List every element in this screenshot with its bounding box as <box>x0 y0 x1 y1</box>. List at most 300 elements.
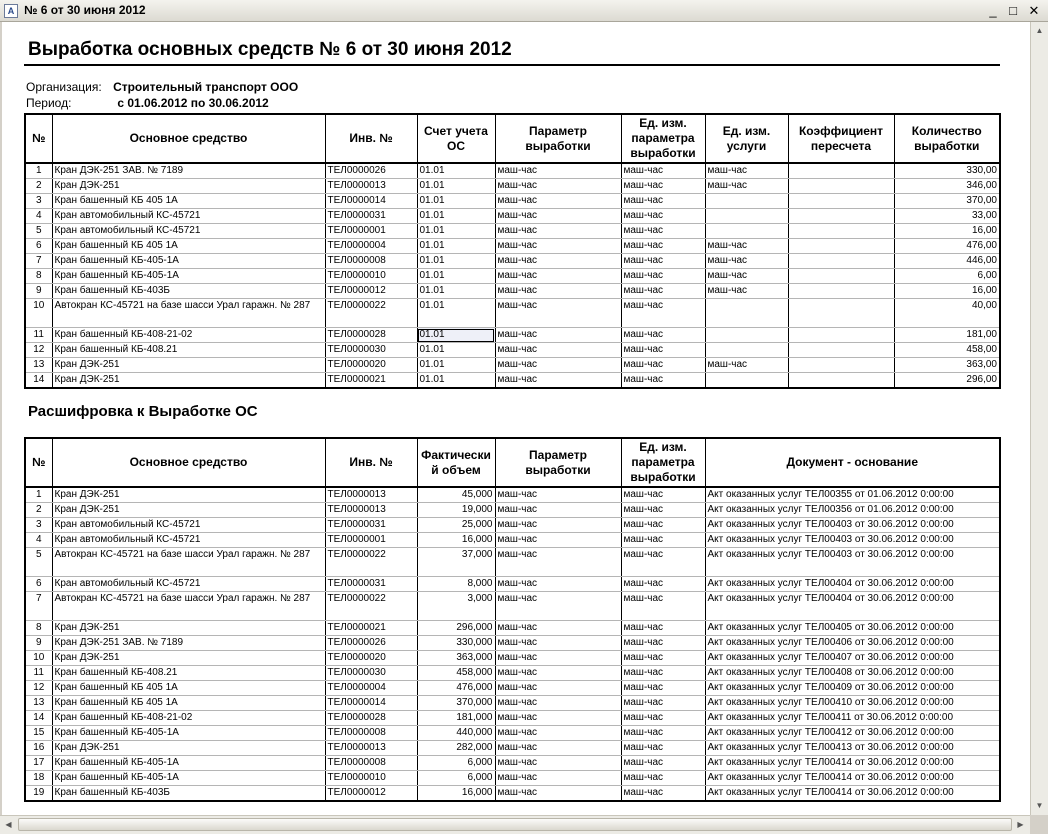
cell-asset[interactable]: Автокран КС-45721 на базе шасси Урал гаражн. № 287 <box>52 299 325 328</box>
cell-inv[interactable]: ТЕЛ0000021 <box>325 373 417 389</box>
row-number[interactable]: 8 <box>25 621 52 636</box>
row-number[interactable]: 6 <box>25 577 52 592</box>
table-row[interactable] <box>25 194 1000 209</box>
cell-inv[interactable]: ТЕЛ0000020 <box>325 651 417 666</box>
row-number[interactable]: 1 <box>25 163 52 179</box>
cell-asset[interactable]: Кран башенный КБ-405-1А <box>52 269 325 284</box>
cell-inv[interactable]: ТЕЛ0000021 <box>325 621 417 636</box>
cell-asset[interactable]: Кран автомобильный КС-45721 <box>52 518 325 533</box>
cell-service-unit[interactable]: маш-час <box>705 254 788 269</box>
cell-unit[interactable]: маш-час <box>621 756 705 771</box>
row-number[interactable]: 10 <box>25 299 52 328</box>
cell-unit[interactable]: маш-час <box>621 771 705 786</box>
cell-inv[interactable]: ТЕЛ0000031 <box>325 209 417 224</box>
row-number[interactable]: 4 <box>25 533 52 548</box>
scroll-left-icon[interactable]: ◀ <box>5 820 12 829</box>
cell-param[interactable]: маш-час <box>495 239 621 254</box>
cell-asset[interactable]: Кран ДЭК-251 <box>52 373 325 389</box>
cell-asset[interactable]: Кран ДЭК-251 <box>52 358 325 373</box>
cell-actual-volume[interactable]: 45,000 <box>417 487 495 503</box>
cell-actual-volume[interactable]: 282,000 <box>417 741 495 756</box>
cell-account[interactable]: 01.01 <box>417 358 495 373</box>
row-number[interactable]: 11 <box>25 666 52 681</box>
cell-service-unit[interactable]: маш-час <box>705 163 788 179</box>
cell-service-unit[interactable] <box>705 194 788 209</box>
cell-unit[interactable]: маш-час <box>621 487 705 503</box>
table-row[interactable] <box>25 254 1000 269</box>
cell-actual-volume[interactable]: 3,000 <box>417 592 495 621</box>
cell-param[interactable]: маш-час <box>495 577 621 592</box>
cell-account[interactable]: 01.01 <box>417 269 495 284</box>
cell-param[interactable]: маш-час <box>495 503 621 518</box>
cell-param[interactable]: маш-час <box>495 518 621 533</box>
cell-param[interactable]: маш-час <box>495 269 621 284</box>
cell-asset[interactable]: Кран башенный КБ-403Б <box>52 786 325 802</box>
cell-inv[interactable]: ТЕЛ0000026 <box>325 636 417 651</box>
cell-param[interactable]: маш-час <box>495 224 621 239</box>
table-row[interactable] <box>25 518 1000 533</box>
cell-coef[interactable] <box>788 284 894 299</box>
cell-inv[interactable]: ТЕЛ0000013 <box>325 503 417 518</box>
cell-param[interactable]: маш-час <box>495 179 621 194</box>
table-row[interactable] <box>25 487 1000 503</box>
table-row[interactable] <box>25 503 1000 518</box>
cell-qty[interactable]: 296,00 <box>894 373 1000 389</box>
row-number[interactable]: 2 <box>25 179 52 194</box>
scroll-right-icon[interactable]: ▶ <box>1017 820 1024 829</box>
cell-inv[interactable]: ТЕЛ0000022 <box>325 592 417 621</box>
cell-inv[interactable]: ТЕЛ0000026 <box>325 163 417 179</box>
cell-asset[interactable]: Кран башенный КБ 405 1А <box>52 194 325 209</box>
table-row[interactable] <box>25 533 1000 548</box>
table-row[interactable] <box>25 358 1000 373</box>
cell-qty[interactable]: 330,00 <box>894 163 1000 179</box>
table-row[interactable] <box>25 239 1000 254</box>
cell-qty[interactable]: 16,00 <box>894 224 1000 239</box>
cell-inv[interactable]: ТЕЛ0000028 <box>325 328 417 343</box>
cell-service-unit[interactable]: маш-час <box>705 239 788 254</box>
row-number[interactable]: 5 <box>25 548 52 577</box>
cell-param[interactable]: маш-час <box>495 299 621 328</box>
cell-qty[interactable]: 33,00 <box>894 209 1000 224</box>
cell-unit[interactable]: маш-час <box>621 696 705 711</box>
cell-inv[interactable]: ТЕЛ0000022 <box>325 299 417 328</box>
cell-inv[interactable]: ТЕЛ0000028 <box>325 711 417 726</box>
cell-document[interactable]: Акт оказанных услуг ТЕЛ00412 от 30.06.2012 0:00:00 <box>705 726 1000 741</box>
cell-asset[interactable]: Кран ДЭК-251 <box>52 179 325 194</box>
cell-document[interactable]: Акт оказанных услуг ТЕЛ00414 от 30.06.2012 0:00:00 <box>705 756 1000 771</box>
cell-param[interactable]: маш-час <box>495 756 621 771</box>
cell-coef[interactable] <box>788 328 894 343</box>
cell-document[interactable]: Акт оказанных услуг ТЕЛ00408 от 30.06.2012 0:00:00 <box>705 666 1000 681</box>
cell-inv[interactable]: ТЕЛ0000012 <box>325 284 417 299</box>
cell-account[interactable]: 01.01 <box>417 163 495 179</box>
table-row[interactable] <box>25 224 1000 239</box>
cell-inv[interactable]: ТЕЛ0000004 <box>325 239 417 254</box>
cell-asset[interactable]: Кран ДЭК-251 <box>52 487 325 503</box>
cell-param[interactable]: маш-час <box>495 254 621 269</box>
cell-asset[interactable]: Кран ДЭК-251 <box>52 503 325 518</box>
cell-param[interactable]: маш-час <box>495 621 621 636</box>
cell-document[interactable]: Акт оказанных услуг ТЕЛ00410 от 30.06.2012 0:00:00 <box>705 696 1000 711</box>
cell-inv[interactable]: ТЕЛ0000010 <box>325 771 417 786</box>
table-row[interactable] <box>25 651 1000 666</box>
cell-unit[interactable]: маш-час <box>621 163 705 179</box>
row-number[interactable]: 2 <box>25 503 52 518</box>
cell-service-unit[interactable] <box>705 209 788 224</box>
scroll-up-icon[interactable]: ▲ <box>1035 26 1044 35</box>
row-number[interactable]: 16 <box>25 741 52 756</box>
cell-asset[interactable]: Кран башенный КБ 405 1А <box>52 239 325 254</box>
cell-asset[interactable]: Кран ДЭК-251 <box>52 651 325 666</box>
row-number[interactable]: 15 <box>25 726 52 741</box>
cell-account[interactable]: 01.01 <box>417 254 495 269</box>
cell-param[interactable]: маш-час <box>495 328 621 343</box>
cell-inv[interactable]: ТЕЛ0000004 <box>325 681 417 696</box>
cell-unit[interactable]: маш-час <box>621 503 705 518</box>
cell-actual-volume[interactable]: 370,000 <box>417 696 495 711</box>
cell-qty[interactable]: 446,00 <box>894 254 1000 269</box>
cell-account[interactable]: 01.01 <box>417 373 495 389</box>
cell-param[interactable]: маш-час <box>495 786 621 802</box>
cell-inv[interactable]: ТЕЛ0000013 <box>325 179 417 194</box>
cell-asset[interactable]: Кран башенный КБ-405-1А <box>52 726 325 741</box>
cell-document[interactable]: Акт оказанных услуг ТЕЛ00403 от 30.06.2012 0:00:00 <box>705 518 1000 533</box>
cell-asset[interactable]: Кран башенный КБ 405 1А <box>52 696 325 711</box>
cell-document[interactable]: Акт оказанных услуг ТЕЛ00409 от 30.06.2012 0:00:00 <box>705 681 1000 696</box>
cell-param[interactable]: маш-час <box>495 284 621 299</box>
cell-inv[interactable]: ТЕЛ0000031 <box>325 518 417 533</box>
row-number[interactable]: 8 <box>25 269 52 284</box>
cell-unit[interactable]: маш-час <box>621 343 705 358</box>
close-button[interactable]: ✕ <box>1028 3 1040 18</box>
cell-actual-volume[interactable]: 181,000 <box>417 711 495 726</box>
cell-actual-volume[interactable]: 8,000 <box>417 577 495 592</box>
row-number[interactable]: 3 <box>25 194 52 209</box>
cell-asset[interactable]: Кран башенный КБ-403Б <box>52 284 325 299</box>
row-number[interactable]: 19 <box>25 786 52 802</box>
cell-qty[interactable]: 181,00 <box>894 328 1000 343</box>
cell-document[interactable]: Акт оказанных услуг ТЕЛ00411 от 30.06.2012 0:00:00 <box>705 711 1000 726</box>
cell-actual-volume[interactable]: 458,000 <box>417 666 495 681</box>
cell-param[interactable]: маш-час <box>495 592 621 621</box>
row-number[interactable]: 1 <box>25 487 52 503</box>
cell-unit[interactable]: маш-час <box>621 373 705 389</box>
cell-param[interactable]: маш-час <box>495 209 621 224</box>
cell-unit[interactable]: маш-час <box>621 621 705 636</box>
cell-param[interactable]: маш-час <box>495 771 621 786</box>
cell-document[interactable]: Акт оказанных услуг ТЕЛ00407 от 30.06.2012 0:00:00 <box>705 651 1000 666</box>
cell-param[interactable]: маш-час <box>495 651 621 666</box>
table-row[interactable] <box>25 592 1000 621</box>
cell-document[interactable]: Акт оказанных услуг ТЕЛ00413 от 30.06.2012 0:00:00 <box>705 741 1000 756</box>
cell-param[interactable]: маш-час <box>495 533 621 548</box>
table-row[interactable] <box>25 577 1000 592</box>
table-row[interactable] <box>25 328 1000 343</box>
cell-document[interactable]: Акт оказанных услуг ТЕЛ00403 от 30.06.2012 0:00:00 <box>705 548 1000 577</box>
row-number[interactable]: 14 <box>25 711 52 726</box>
scroll-down-icon[interactable]: ▼ <box>1035 801 1044 810</box>
cell-actual-volume[interactable]: 6,000 <box>417 756 495 771</box>
cell-unit[interactable]: маш-час <box>621 239 705 254</box>
cell-unit[interactable]: маш-час <box>621 224 705 239</box>
vertical-scrollbar[interactable] <box>1030 22 1048 815</box>
cell-actual-volume[interactable]: 296,000 <box>417 621 495 636</box>
cell-account[interactable]: 01.01 <box>417 179 495 194</box>
cell-inv[interactable]: ТЕЛ0000008 <box>325 726 417 741</box>
table-row[interactable] <box>25 548 1000 577</box>
cell-coef[interactable] <box>788 373 894 389</box>
cell-param[interactable]: маш-час <box>495 666 621 681</box>
cell-unit[interactable]: маш-час <box>621 328 705 343</box>
cell-asset[interactable]: Кран башенный КБ-408-21-02 <box>52 711 325 726</box>
cell-qty[interactable]: 6,00 <box>894 269 1000 284</box>
cell-inv[interactable]: ТЕЛ0000030 <box>325 666 417 681</box>
cell-account[interactable]: 01.01 <box>417 194 495 209</box>
cell-inv[interactable]: ТЕЛ0000013 <box>325 741 417 756</box>
row-number[interactable]: 6 <box>25 239 52 254</box>
cell-qty[interactable]: 476,00 <box>894 239 1000 254</box>
cell-asset[interactable]: Кран башенный КБ-408-21-02 <box>52 328 325 343</box>
cell-param[interactable]: маш-час <box>495 726 621 741</box>
cell-document[interactable]: Акт оказанных услуг ТЕЛ00414 от 30.06.2012 0:00:00 <box>705 771 1000 786</box>
cell-service-unit[interactable] <box>705 373 788 389</box>
row-number[interactable]: 13 <box>25 358 52 373</box>
cell-inv[interactable]: ТЕЛ0000001 <box>325 533 417 548</box>
cell-param[interactable]: маш-час <box>495 681 621 696</box>
row-number[interactable]: 10 <box>25 651 52 666</box>
cell-document[interactable]: Акт оказанных услуг ТЕЛ00414 от 30.06.2012 0:00:00 <box>705 786 1000 802</box>
cell-unit[interactable]: маш-час <box>621 741 705 756</box>
cell-inv[interactable]: ТЕЛ0000013 <box>325 487 417 503</box>
cell-asset[interactable]: Кран башенный КБ 405 1А <box>52 681 325 696</box>
cell-param[interactable]: маш-час <box>495 163 621 179</box>
cell-param[interactable]: маш-час <box>495 373 621 389</box>
cell-unit[interactable]: маш-час <box>621 518 705 533</box>
cell-coef[interactable] <box>788 194 894 209</box>
cell-unit[interactable]: маш-час <box>621 548 705 577</box>
cell-unit[interactable]: маш-час <box>621 533 705 548</box>
row-number[interactable]: 7 <box>25 254 52 269</box>
cell-document[interactable]: Акт оказанных услуг ТЕЛ00404 от 30.06.2012 0:00:00 <box>705 577 1000 592</box>
cell-coef[interactable] <box>788 163 894 179</box>
table-row[interactable] <box>25 636 1000 651</box>
cell-asset[interactable]: Кран ДЭК-251 <box>52 741 325 756</box>
table-row[interactable] <box>25 179 1000 194</box>
horizontal-scrollbar[interactable] <box>0 815 1030 834</box>
table-row[interactable] <box>25 681 1000 696</box>
cell-qty[interactable]: 370,00 <box>894 194 1000 209</box>
cell-param[interactable]: маш-час <box>495 636 621 651</box>
cell-param[interactable]: маш-час <box>495 711 621 726</box>
cell-inv[interactable]: ТЕЛ0000022 <box>325 548 417 577</box>
cell-asset[interactable]: Автокран КС-45721 на базе шасси Урал гаражн. № 287 <box>52 592 325 621</box>
cell-param[interactable]: маш-час <box>495 741 621 756</box>
cell-unit[interactable]: маш-час <box>621 711 705 726</box>
cell-unit[interactable]: маш-час <box>621 179 705 194</box>
row-number[interactable]: 13 <box>25 696 52 711</box>
row-number[interactable]: 11 <box>25 328 52 343</box>
cell-coef[interactable] <box>788 358 894 373</box>
cell-account[interactable]: 01.01 <box>417 299 495 328</box>
cell-account[interactable]: 01.01 <box>417 209 495 224</box>
cell-asset[interactable]: Кран ДЭК-251 <box>52 621 325 636</box>
row-number[interactable]: 9 <box>25 284 52 299</box>
minimize-button[interactable]: _ <box>989 3 997 18</box>
cell-asset[interactable]: Автокран КС-45721 на базе шасси Урал гаражн. № 287 <box>52 548 325 577</box>
cell-actual-volume[interactable]: 440,000 <box>417 726 495 741</box>
cell-asset[interactable]: Кран автомобильный КС-45721 <box>52 533 325 548</box>
cell-document[interactable]: Акт оказанных услуг ТЕЛ00403 от 30.06.2012 0:00:00 <box>705 533 1000 548</box>
row-number[interactable]: 14 <box>25 373 52 389</box>
row-number[interactable]: 12 <box>25 343 52 358</box>
cell-actual-volume[interactable]: 363,000 <box>417 651 495 666</box>
cell-inv[interactable]: ТЕЛ0000010 <box>325 269 417 284</box>
cell-document[interactable]: Акт оказанных услуг ТЕЛ00356 от 01.06.2012 0:00:00 <box>705 503 1000 518</box>
table-row[interactable] <box>25 163 1000 179</box>
cell-account[interactable]: 01.01 <box>417 239 495 254</box>
cell-actual-volume[interactable]: 476,000 <box>417 681 495 696</box>
cell-unit[interactable]: маш-час <box>621 592 705 621</box>
cell-asset[interactable]: Кран автомобильный КС-45721 <box>52 224 325 239</box>
table-row[interactable] <box>25 696 1000 711</box>
cell-asset[interactable]: Кран башенный КБ-408.21 <box>52 343 325 358</box>
table-row[interactable] <box>25 741 1000 756</box>
cell-coef[interactable] <box>788 343 894 358</box>
cell-service-unit[interactable]: маш-час <box>705 269 788 284</box>
cell-qty[interactable]: 363,00 <box>894 358 1000 373</box>
cell-account[interactable]: 01.01 <box>417 328 495 343</box>
cell-service-unit[interactable] <box>705 343 788 358</box>
cell-asset[interactable]: Кран башенный КБ-405-1А <box>52 756 325 771</box>
cell-param[interactable]: маш-час <box>495 358 621 373</box>
table-row[interactable] <box>25 756 1000 771</box>
cell-service-unit[interactable]: маш-час <box>705 179 788 194</box>
cell-unit[interactable]: маш-час <box>621 681 705 696</box>
cell-coef[interactable] <box>788 224 894 239</box>
cell-coef[interactable] <box>788 299 894 328</box>
cell-unit[interactable]: маш-час <box>621 284 705 299</box>
cell-inv[interactable]: ТЕЛ0000014 <box>325 194 417 209</box>
table-row[interactable] <box>25 284 1000 299</box>
cell-param[interactable]: маш-час <box>495 194 621 209</box>
cell-actual-volume[interactable]: 19,000 <box>417 503 495 518</box>
cell-actual-volume[interactable]: 6,000 <box>417 771 495 786</box>
cell-actual-volume[interactable]: 25,000 <box>417 518 495 533</box>
table-row[interactable] <box>25 711 1000 726</box>
cell-param[interactable]: маш-час <box>495 696 621 711</box>
cell-unit[interactable]: маш-час <box>621 577 705 592</box>
row-number[interactable]: 7 <box>25 592 52 621</box>
cell-actual-volume[interactable]: 16,000 <box>417 533 495 548</box>
maximize-button[interactable]: □ <box>1009 3 1017 18</box>
row-number[interactable]: 17 <box>25 756 52 771</box>
cell-unit[interactable]: маш-час <box>621 636 705 651</box>
cell-coef[interactable] <box>788 179 894 194</box>
table-row[interactable] <box>25 786 1000 802</box>
row-number[interactable]: 9 <box>25 636 52 651</box>
cell-inv[interactable]: ТЕЛ0000030 <box>325 343 417 358</box>
cell-asset[interactable]: Кран башенный КБ-405-1А <box>52 254 325 269</box>
cell-inv[interactable]: ТЕЛ0000001 <box>325 224 417 239</box>
cell-asset[interactable]: Кран автомобильный КС-45721 <box>52 577 325 592</box>
cell-qty[interactable]: 16,00 <box>894 284 1000 299</box>
cell-document[interactable]: Акт оказанных услуг ТЕЛ00405 от 30.06.2012 0:00:00 <box>705 621 1000 636</box>
cell-unit[interactable]: маш-час <box>621 666 705 681</box>
table-row[interactable] <box>25 621 1000 636</box>
cell-service-unit[interactable] <box>705 328 788 343</box>
cell-inv[interactable]: ТЕЛ0000008 <box>325 756 417 771</box>
cell-service-unit[interactable] <box>705 224 788 239</box>
cell-asset[interactable]: Кран ДЭК-251 ЗАВ. № 7189 <box>52 636 325 651</box>
cell-unit[interactable]: маш-час <box>621 726 705 741</box>
cell-param[interactable]: маш-час <box>495 343 621 358</box>
cell-actual-volume[interactable]: 37,000 <box>417 548 495 577</box>
cell-account[interactable]: 01.01 <box>417 343 495 358</box>
cell-qty[interactable]: 458,00 <box>894 343 1000 358</box>
cell-param[interactable]: маш-час <box>495 487 621 503</box>
table-row[interactable] <box>25 299 1000 328</box>
cell-actual-volume[interactable]: 16,000 <box>417 786 495 802</box>
cell-coef[interactable] <box>788 209 894 224</box>
row-number[interactable]: 18 <box>25 771 52 786</box>
cell-asset[interactable]: Кран автомобильный КС-45721 <box>52 209 325 224</box>
table-row[interactable] <box>25 666 1000 681</box>
cell-inv[interactable]: ТЕЛ0000031 <box>325 577 417 592</box>
cell-qty[interactable]: 346,00 <box>894 179 1000 194</box>
cell-unit[interactable]: маш-час <box>621 209 705 224</box>
cell-asset[interactable]: Кран башенный КБ-408.21 <box>52 666 325 681</box>
cell-service-unit[interactable]: маш-час <box>705 284 788 299</box>
cell-unit[interactable]: маш-час <box>621 194 705 209</box>
cell-inv[interactable]: ТЕЛ0000008 <box>325 254 417 269</box>
cell-actual-volume[interactable]: 330,000 <box>417 636 495 651</box>
cell-service-unit[interactable]: маш-час <box>705 358 788 373</box>
cell-unit[interactable]: маш-час <box>621 651 705 666</box>
cell-service-unit[interactable] <box>705 299 788 328</box>
horizontal-scroll-thumb[interactable] <box>18 818 1012 831</box>
cell-document[interactable]: Акт оказанных услуг ТЕЛ00406 от 30.06.2012 0:00:00 <box>705 636 1000 651</box>
cell-coef[interactable] <box>788 239 894 254</box>
table-row[interactable] <box>25 373 1000 389</box>
table-row[interactable] <box>25 726 1000 741</box>
table-row[interactable] <box>25 269 1000 284</box>
cell-inv[interactable]: ТЕЛ0000020 <box>325 358 417 373</box>
cell-asset[interactable]: Кран башенный КБ-405-1А <box>52 771 325 786</box>
row-number[interactable]: 12 <box>25 681 52 696</box>
cell-account[interactable]: 01.01 <box>417 224 495 239</box>
table-row[interactable] <box>25 343 1000 358</box>
cell-coef[interactable] <box>788 269 894 284</box>
cell-unit[interactable]: маш-час <box>621 254 705 269</box>
cell-unit[interactable]: маш-час <box>621 269 705 284</box>
row-number[interactable]: 4 <box>25 209 52 224</box>
cell-document[interactable]: Акт оказанных услуг ТЕЛ00355 от 01.06.2012 0:00:00 <box>705 487 1000 503</box>
cell-inv[interactable]: ТЕЛ0000012 <box>325 786 417 802</box>
row-number[interactable]: 3 <box>25 518 52 533</box>
cell-unit[interactable]: маш-час <box>621 786 705 802</box>
cell-coef[interactable] <box>788 254 894 269</box>
cell-qty[interactable]: 40,00 <box>894 299 1000 328</box>
cell-unit[interactable]: маш-час <box>621 299 705 328</box>
cell-asset[interactable]: Кран ДЭК-251 ЗАВ. № 7189 <box>52 163 325 179</box>
cell-unit[interactable]: маш-час <box>621 358 705 373</box>
table-row[interactable] <box>25 209 1000 224</box>
cell-account[interactable]: 01.01 <box>417 284 495 299</box>
cell-document[interactable]: Акт оказанных услуг ТЕЛ00404 от 30.06.2012 0:00:00 <box>705 592 1000 621</box>
table-row[interactable] <box>25 771 1000 786</box>
cell-param[interactable]: маш-час <box>495 548 621 577</box>
